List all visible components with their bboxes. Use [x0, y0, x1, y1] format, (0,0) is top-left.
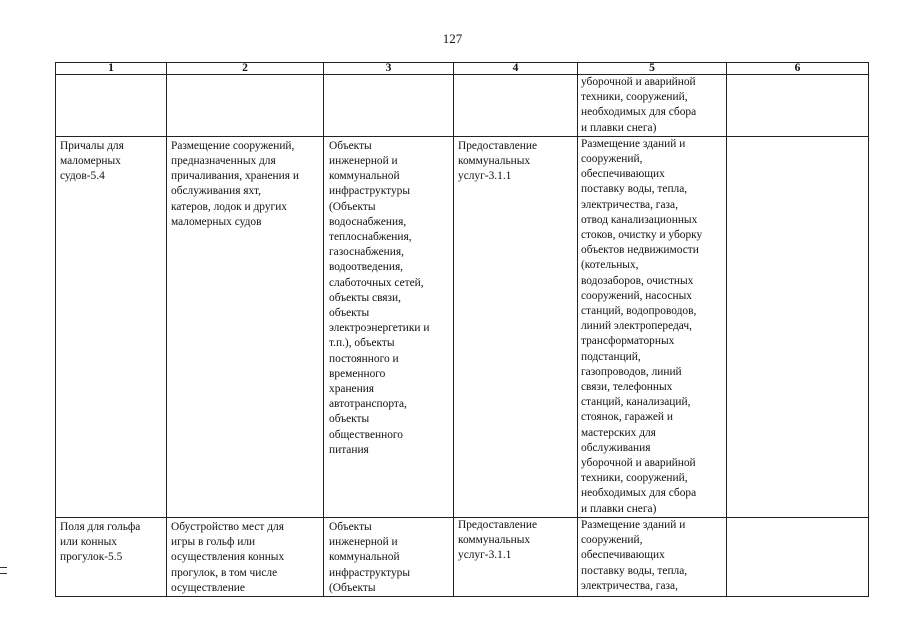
table-cell-auxiliary-objects: Объекты инженерной и коммунальной инфраструктуры (Объекты [324, 517, 454, 596]
table-cell-activity-description: Размещение сооружений, предназначенных для причаливания, хранения и обслуживания яхт, катеров, лодок и других маломерных судов [167, 136, 324, 517]
column-header-1: 1 [56, 63, 167, 75]
table-cell-auxiliary-use: Предоставление коммунальных услуг-3.1.1 [454, 517, 578, 596]
table-cell-activity-name: Поля для гольфа или конных прогулок-5.5 [56, 517, 167, 596]
table-cell: уборочной и аварийной техники, сооружений, необходимых для сбора и плавки снега) [578, 75, 727, 137]
table-cell-auxiliary-description: Размещение зданий и сооружений, обеспечивающих поставку воды, тепла, электричества, газа, отвод канализационных стоков, очистку и уборку объектов недвижимости (котельных, водозаборов, очистных сооружений, насосных станций, водопроводов, линий электропередач, трансформаторных подстанций, газопроводов, линий связи, телефонных станций, канализаций, стоянок, гаражей и мастерских для обслуживания уборочной и аварийной техники, сооружений, необходимых для сбора и плавки снега) [578, 136, 727, 517]
column-header-4: 4 [454, 63, 578, 75]
table-cell [727, 75, 869, 137]
column-header-3: 3 [324, 63, 454, 75]
table-cell-activity-name: Причалы для маломерных судов-5.4 [56, 136, 167, 517]
table-cell-auxiliary-objects: Объекты инженерной и коммунальной инфраструктуры (Объекты водоснабжения, теплоснабжения, газоснабжения, водоотведения, слаботочных сетей, объекты связи, объекты электроэнергетики и т.п.), объекты постоянного и временного хранения автотранспорта, объекты общественного питания [324, 136, 454, 517]
table-row [56, 517, 869, 596]
land-use-table [55, 62, 869, 597]
table-cell [727, 517, 869, 596]
table-cell-auxiliary-description: Размещение зданий и сооружений, обеспечивающих поставку воды, тепла, электричества, газа, [578, 517, 727, 596]
table-row [56, 75, 869, 137]
table-cell [727, 136, 869, 517]
margin-mark [0, 567, 7, 574]
column-header-2: 2 [167, 63, 324, 75]
column-header-5: 5 [578, 63, 727, 75]
table-row [56, 136, 869, 517]
page-number: 127 [442, 31, 463, 46]
table-cell [454, 75, 578, 137]
column-header-6: 6 [727, 63, 869, 75]
table-cell [56, 75, 167, 137]
table-header-row [56, 63, 869, 75]
table-cell-activity-description: Обустройство мест для игры в гольф или осуществления конных прогулок, в том числе осуществление [167, 517, 324, 596]
table-cell-auxiliary-use: Предоставление коммунальных услуг-3.1.1 [454, 136, 578, 517]
table-cell [324, 75, 454, 137]
table-cell [167, 75, 324, 137]
